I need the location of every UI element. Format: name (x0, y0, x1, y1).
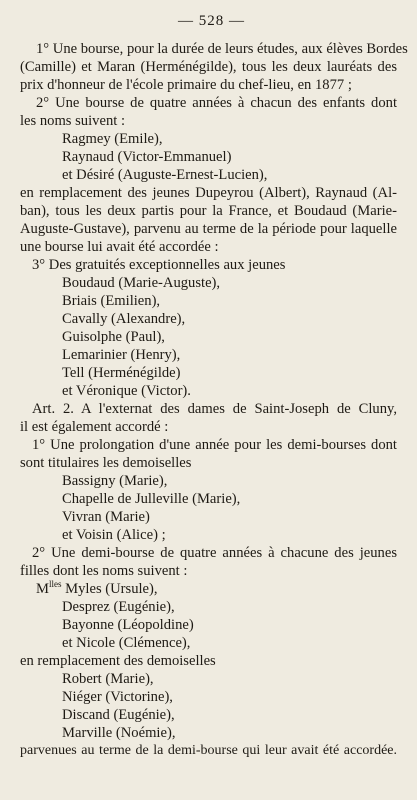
page-number: — 528 — (178, 13, 245, 29)
name-line: et Véronique (Victor). (62, 383, 191, 399)
name-line: Robert (Marie), (62, 671, 154, 687)
name-line: Desprez (Eugénie), (62, 599, 175, 615)
text-line: une bourse lui avait été accordée : (20, 239, 219, 255)
name-text: Myles (Ursule), (61, 581, 158, 597)
name-line: Marville (Noémie), (62, 725, 176, 741)
text-line: sont titulaires les demoiselles (20, 455, 192, 471)
name-line: Bayonne (Léopoldine) (62, 617, 194, 633)
name-line: Cavally (Alexandre), (62, 311, 186, 327)
name-line: Boudaud (Marie-Auguste), (62, 275, 221, 291)
name-line: Bassigny (Marie), (62, 473, 168, 489)
text-line: ban), tous les deux partis pour la France, et Boudaud (Marie- (20, 203, 397, 219)
text-line: 3° Des gratuités exceptionnelles aux jeunes (32, 257, 286, 273)
text-line: 2° Une bourse de quatre années à chacun des enfants dont (36, 95, 397, 111)
article-heading: Art. 2. A l'externat des dames de Saint-Joseph de Cluny, (32, 401, 397, 417)
text-line: Auguste-Gustave), parvenu au terme de la période pour laquelle (20, 221, 397, 237)
text-line: les noms suivent : (20, 113, 125, 129)
text-line: 2° Une demi-bourse de quatre années à chacune des jeunes (32, 545, 397, 561)
name-line: Raynaud (Victor-Emmanuel) (62, 149, 232, 165)
name-line: et Désiré (Auguste-Ernest-Lucien), (62, 167, 268, 183)
title-abbrev-superscript: lles (48, 579, 62, 590)
name-line: Ragmey (Emile), (62, 131, 163, 147)
name-line: Discand (Eugénie), (62, 707, 175, 723)
text-line: 1° Une prolongation d'une année pour les demi-bourses dont (32, 437, 397, 453)
name-line: Vivran (Marie) (62, 509, 150, 525)
title-abbrev: M (36, 581, 49, 597)
text-line: en remplacement des demoiselles (20, 653, 216, 669)
name-line: et Voisin (Alice) ; (62, 527, 166, 543)
text-line: filles dont les noms suivent : (20, 563, 188, 579)
name-line: Tell (Herménégilde) (62, 365, 181, 381)
text-line: parvenues au terme de la demi-bourse qui leur avait été accordée. (20, 743, 397, 758)
name-line: Chapelle de Julleville (Marie), (62, 491, 241, 507)
name-line: Guisolphe (Paul), (62, 329, 165, 345)
text-line: (Camille) et Maran (Herménégilde), tous les deux lauréats des (20, 59, 397, 75)
name-line: et Nicole (Clémence), (62, 635, 191, 651)
name-line: Briais (Emilien), (62, 293, 161, 309)
text-line: 1° Une bourse, pour la durée de leurs études, aux élèves Bordes (36, 41, 408, 57)
name-line: Niéger (Victorine), (62, 689, 173, 705)
name-line: Lemarinier (Henry), (62, 347, 181, 363)
text-line: prix d'honneur de l'école primaire du chef-lieu, en 1877 ; (20, 77, 352, 93)
text-line: en remplacement des jeunes Dupeyrou (Albert), Raynaud (Al- (20, 185, 397, 201)
name-line-with-title (36, 580, 158, 598)
text-line: il est également accordé : (20, 419, 169, 435)
